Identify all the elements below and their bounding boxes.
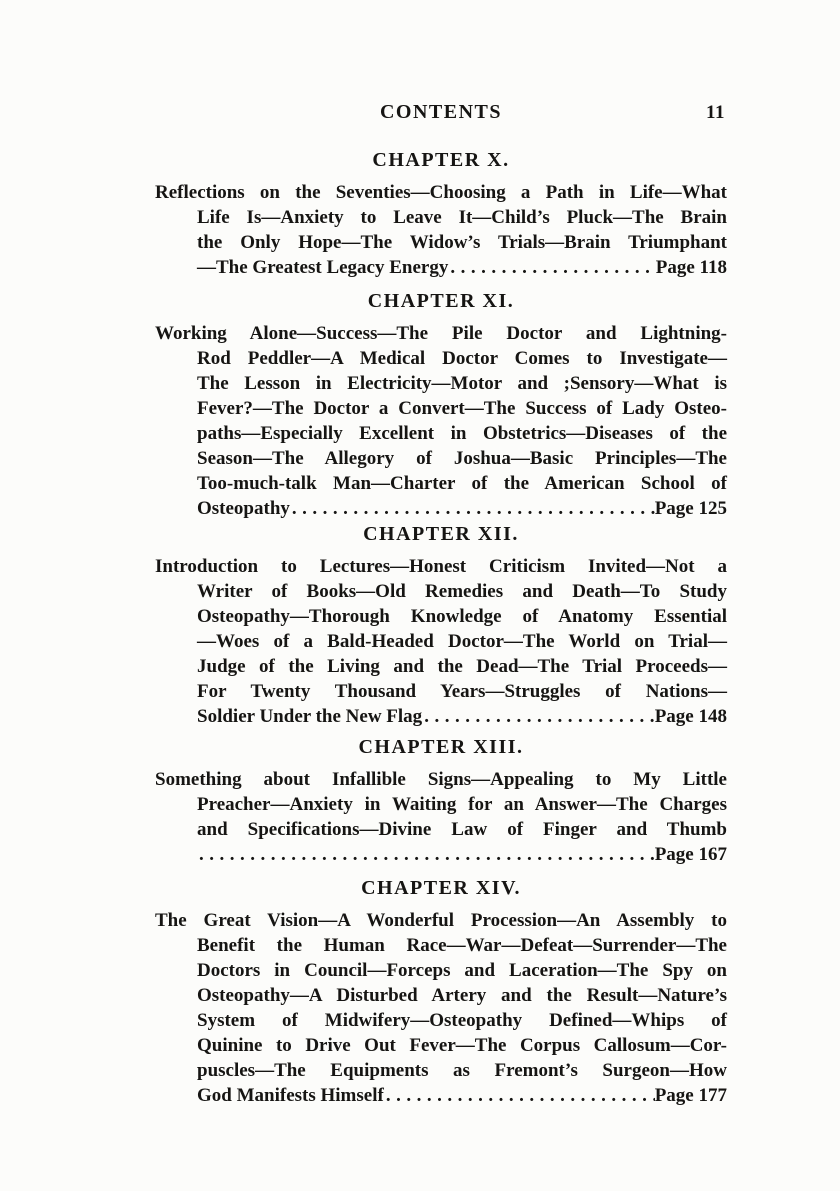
toc-line	[155, 1083, 727, 1108]
toc-line: Too-much-talk Man—Charter of the American School of	[197, 473, 727, 494]
toc-line: Benefit the Human Race—War—Defeat—Surrender—The	[197, 935, 727, 956]
chapter-heading: CHAPTER X.	[372, 149, 510, 171]
chapter-section	[155, 148, 727, 280]
chapter-section	[155, 876, 727, 1108]
toc-line-text: Osteopathy	[197, 498, 290, 519]
toc-line: For Twenty Thousand Years—Struggles of Nations—	[197, 681, 727, 702]
dot-leader-icon	[384, 1083, 655, 1108]
toc-line: paths—Especially Excellent in Obstetrics—Diseases of the	[197, 423, 727, 444]
dot-leader-icon	[448, 255, 655, 280]
dot-leader-icon	[290, 496, 655, 521]
toc-line: the Only Hope—The Widow’s Trials—Brain Triumphant	[197, 232, 727, 253]
page-reference: Page 125	[654, 498, 727, 519]
toc-line: The Lesson in Electricity—Motor and ;Sensory—What is	[197, 373, 727, 394]
toc-line: Introduction to Lectures—Honest Criticism Invited—Not a	[155, 556, 727, 577]
chapter-heading: CHAPTER XII.	[363, 523, 519, 545]
toc-line	[155, 255, 727, 280]
page-reference: Page 167	[654, 844, 727, 865]
toc-line: Preacher—Anxiety in Waiting for an Answer—The Charges	[197, 794, 727, 815]
toc-line-text: God Manifests Himself	[197, 1085, 384, 1106]
chapter-summary	[155, 767, 727, 867]
toc-line	[155, 704, 727, 729]
toc-line: Quinine to Drive Out Fever—The Corpus Callosum—Cor-	[197, 1035, 727, 1056]
folio-page-number: 11	[706, 102, 725, 123]
chapter-heading: CHAPTER XIII.	[358, 736, 524, 758]
toc-line-text: Soldier Under the New Flag	[197, 706, 423, 727]
toc-line: —Woes of a Bald-Headed Doctor—The World on Trial—	[197, 631, 727, 652]
chapters-list	[155, 0, 727, 1191]
toc-line: The Great Vision—A Wonderful Procession—An Assembly to	[155, 910, 727, 931]
chapter-heading: CHAPTER XIV.	[361, 877, 521, 899]
toc-line: Osteopathy—A Disturbed Artery and the Result—Nature’s	[197, 985, 727, 1006]
toc-line: Life Is—Anxiety to Leave It—Child’s Pluck—The Brain	[197, 207, 727, 228]
toc-line: Working Alone—Success—The Pile Doctor and Lightning-	[155, 323, 727, 344]
chapter-summary	[155, 321, 727, 521]
dot-leader-icon	[197, 842, 655, 867]
toc-line: Osteopathy—Thorough Knowledge of Anatomy Essential	[197, 606, 727, 627]
chapter-section	[155, 735, 727, 867]
toc-line: Writer of Books—Old Remedies and Death—To Study	[197, 581, 727, 602]
toc-line: and Specifications—Divine Law of Finger and Thumb	[197, 819, 727, 840]
chapter-summary	[155, 554, 727, 729]
toc-line: puscles—The Equipments as Fremont’s Surgeon—How	[197, 1060, 727, 1081]
dot-leader-icon	[422, 704, 655, 729]
chapter-section	[155, 289, 727, 521]
toc-line	[155, 496, 727, 521]
toc-line: Rod Peddler—A Medical Doctor Comes to Investigate—	[197, 348, 727, 369]
toc-line: System of Midwifery—Osteopathy Defined—Whips of	[197, 1010, 727, 1031]
chapter-section	[155, 522, 727, 729]
toc-line: Judge of the Living and the Dead—The Trial Proceeds—	[197, 656, 727, 677]
toc-line-text: —The Greatest Legacy Energy	[197, 257, 449, 278]
toc-line: Doctors in Council—Forceps and Laceration—The Spy on	[197, 960, 727, 981]
page-reference: Page 148	[654, 706, 727, 727]
chapter-summary	[155, 180, 727, 280]
toc-line	[155, 842, 727, 867]
toc-line: Season—The Allegory of Joshua—Basic Principles—The	[197, 448, 727, 469]
page-reference: Page 118	[655, 257, 727, 278]
chapter-heading: CHAPTER XI.	[367, 290, 515, 312]
chapter-summary	[155, 908, 727, 1108]
toc-line: Reflections on the Seventies—Choosing a Path in Life—What	[155, 182, 727, 203]
page-title: CONTENTS	[379, 101, 503, 123]
toc-line: Fever?—The Doctor a Convert—The Success of Lady Osteo-	[197, 398, 727, 419]
text-column	[155, 0, 727, 1191]
page-reference: Page 177	[654, 1085, 727, 1106]
toc-line: Something about Infallible Signs—Appealing to My Little	[155, 769, 727, 790]
